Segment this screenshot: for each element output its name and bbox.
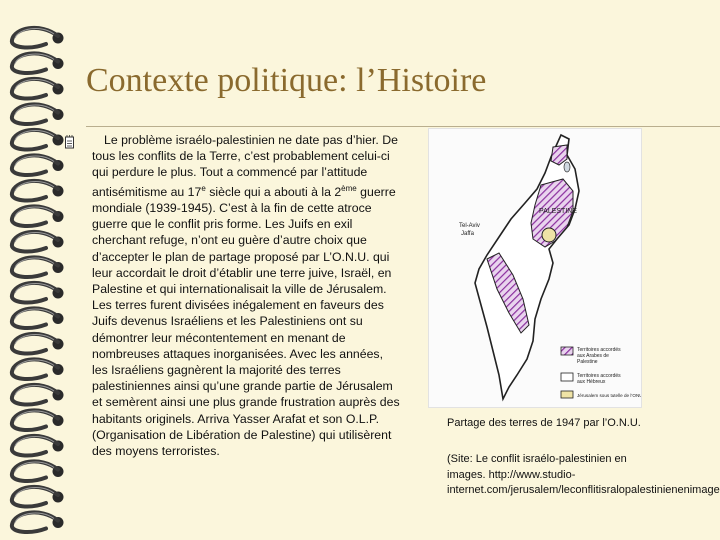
slide-title: Contexte politique: l’Histoire [86, 62, 487, 99]
binding-ring [12, 130, 64, 150]
spiral-binding-icon [0, 0, 80, 540]
map-caption: Partage des terres de 1947 par l’O.N.U. [447, 417, 641, 429]
partition-map [428, 128, 642, 408]
binding-ring [12, 461, 64, 481]
binding-ring [12, 410, 64, 430]
binding-ring [12, 512, 64, 532]
binding-ring [12, 206, 64, 226]
notepad-bullet-icon [64, 134, 76, 150]
legend-2-line1: Territoires accordés [577, 373, 621, 379]
legend-2-line2: aux Hébreux [577, 379, 606, 385]
legend-swatch-hebrew [561, 373, 573, 381]
binding-ring [12, 232, 64, 252]
title-divider [86, 126, 720, 127]
jerusalem-zone [542, 228, 556, 242]
map-city-label-1: Tel-Aviv [459, 223, 480, 229]
map-city-label-2: Jaffa [461, 231, 474, 237]
binding-ring [12, 308, 64, 328]
binding-ring [12, 79, 64, 99]
binding-ring [12, 436, 64, 456]
binding-ring [12, 53, 64, 73]
partition-map-drawing [429, 129, 641, 407]
binding-ring [12, 181, 64, 201]
binding-ring [12, 334, 64, 354]
binding-ring [12, 155, 64, 175]
map-region-label: PALESTINE [539, 208, 577, 215]
map-source: (Site: Le conflit israélo-palestinien en images. http://www.studio-internet.com/jerusalem/leconflitisralopalestinienenimage [447, 453, 720, 496]
binding-ring [12, 359, 64, 379]
lake-icon [564, 162, 570, 172]
binding-ring [12, 257, 64, 277]
legend-swatch-arab [561, 347, 573, 355]
legend-1-line3: Palestine [577, 359, 598, 365]
binding-ring [12, 104, 64, 124]
binding-ring [12, 28, 64, 48]
legend-1-line2: aux Arabes de [577, 353, 609, 359]
binding-ring [12, 487, 64, 507]
binding-ring [12, 283, 64, 303]
binding-ring [12, 385, 64, 405]
history-paragraph: Le problème israélo-palestinien ne date pas d’hier. De tous les conflits de la Terre, c’est probablement celui-ci qui perdure le plus. Tout a commencé par l’attitude antisémitisme au 17e siècle qui a abouti à la 2ème guerre mondiale (1939-1945). C’est à la fin de cette atroce guerre que le conflit pris forme. Les Juifs en exil cherchant refuge, n’ont eu guère d’autre choix que d’accepter le plan de partage proposé par L’O.N.U. qui leur accordait le droit d’établir une terre juive, Israël, en Palestine et qui internationalisait la ville de Jérusalem. Les terres furent divisées inégalement en faveurs des Juifs devenus Israéliens et les Palestiniens ont su démontrer leur mécontentement en menant de nombreuses attaques inorganisées. Avec les années, les Israéliens gagnèrent la majorité des terres palestiniennes ainsi qu’une grande partie de Jérusalem et semèrent ainsi une plus grande frustration auprès des habitants originels. Arriva Yasser Arafat et son O.L.P. (Organisation de Libération de Palestine) qui utilisèrent des moyens terroristes. [92, 133, 400, 458]
legend-swatch-jerusalem [561, 391, 573, 398]
legend-1-line1: Territoires accordés [577, 347, 621, 353]
legend-3: Jérusalem sous tutelle de l’ONU [577, 393, 641, 398]
